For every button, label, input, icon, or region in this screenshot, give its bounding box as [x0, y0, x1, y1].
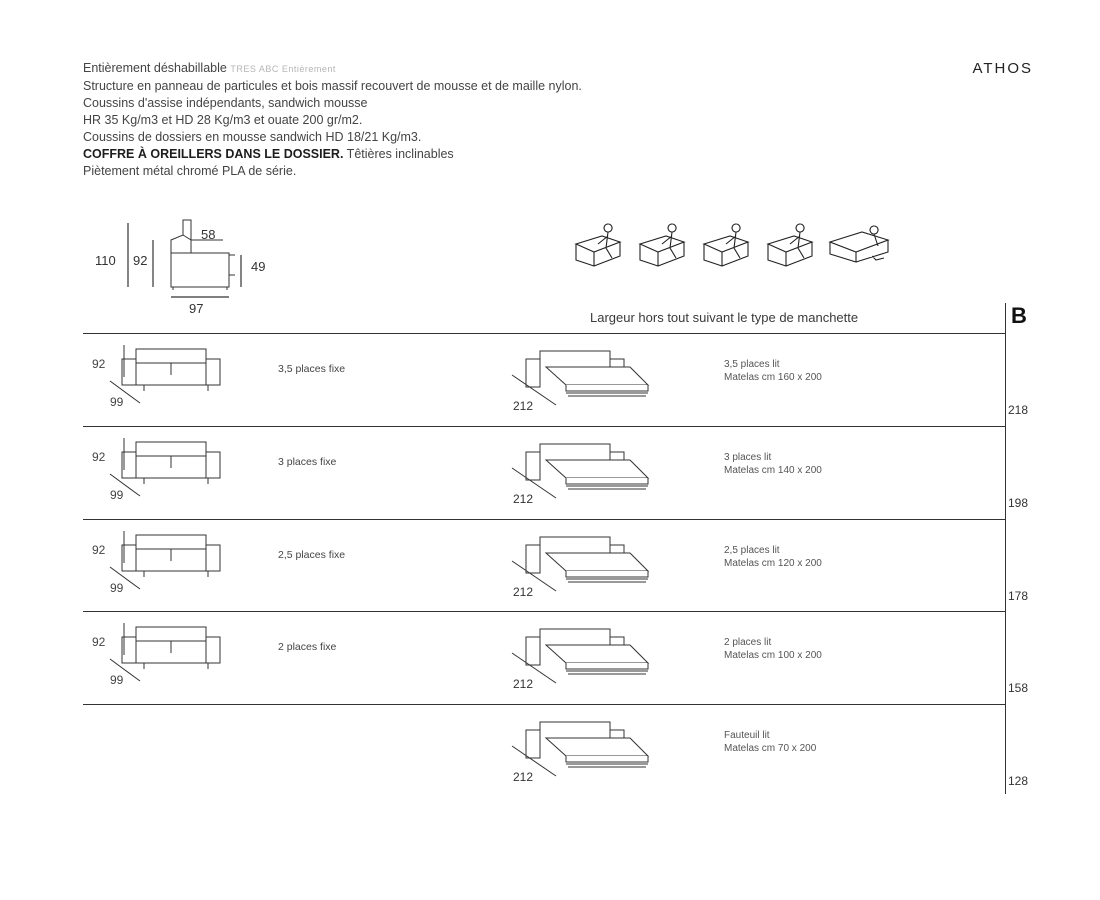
profile-depth: 97 [189, 301, 204, 316]
description-line-5: Coussins de dossiers en mousse sandwich HD 18/21 Kg/m3. [83, 130, 422, 144]
bed-mattress [546, 553, 648, 571]
fixed-sofa-height: 92 [92, 357, 106, 371]
column-b-rule [1005, 519, 1006, 612]
mattress-size: Matelas cm 140 x 200 [724, 465, 822, 476]
sofa-bed-label: 3,5 places lit [724, 359, 780, 370]
fixed-sofa-label: 3,5 places fixe [278, 363, 346, 375]
column-b-rule [1005, 426, 1006, 519]
profile-seat-depth: 58 [201, 227, 216, 242]
sofa-right-arm [206, 637, 220, 663]
product-description [83, 60, 783, 180]
sofa-right-arm [206, 452, 220, 478]
opening-sequence [572, 214, 902, 274]
overall-width-b: 158 [1008, 681, 1029, 695]
bed-left-arm [526, 452, 540, 480]
bed-left-arm [526, 730, 540, 758]
bed-base-lines [566, 671, 648, 674]
person-opening-sofabed-step4-icon [768, 224, 812, 266]
bed-frame [566, 663, 648, 669]
sofa-bed-label: 2 places lit [724, 637, 772, 648]
bed-base-lines [566, 579, 648, 582]
person-opening-sofabed-step3-icon [704, 224, 748, 266]
profile-height-total: 110 [95, 253, 116, 268]
bed-frame [566, 478, 648, 484]
fixed-sofa-height: 92 [92, 543, 106, 557]
person-opening-sofabed-step1-outline [576, 224, 620, 266]
sofa-bed-depth: 212 [513, 770, 534, 784]
bed-left-arm [526, 637, 540, 665]
sofa-back [136, 442, 206, 452]
person-opening-sofabed-step2-outline [640, 224, 684, 266]
row-top-rule [83, 519, 1005, 520]
sofa-bed-depth: 212 [513, 399, 534, 413]
bed-left-arm [526, 359, 540, 387]
open-sofabed-outline [830, 226, 888, 262]
fixed-sofa-depth: 99 [110, 488, 124, 502]
row-top-rule [83, 333, 1005, 334]
bed-back [540, 444, 610, 456]
fixed-sofa-height: 92 [92, 635, 106, 649]
person-opening-sofabed-step3-outline [704, 224, 748, 266]
bed-mattress [546, 645, 648, 663]
mattress-size: Matelas cm 120 x 200 [724, 558, 822, 569]
bed-mattress [546, 367, 648, 385]
table-header-caption: Largeur hors tout suivant le type de manchette [590, 310, 859, 325]
bed-back [540, 629, 610, 641]
fixed-sofa-depth: 99 [110, 395, 124, 409]
sofa-back [136, 535, 206, 545]
sofa-right-arm [206, 545, 220, 571]
fixed-sofa-label: 2,5 places fixe [278, 549, 346, 561]
bed-mattress [546, 738, 648, 756]
sofa-back [136, 349, 206, 359]
brand-title: ATHOS [972, 60, 1033, 77]
bed-frame [566, 571, 648, 577]
fixed-sofa-depth: 99 [110, 673, 124, 687]
description-bold: COFFRE À OREILLERS DANS LE DOSSIER. [83, 147, 344, 161]
fixed-sofa-depth: 99 [110, 581, 124, 595]
sofa-bed-depth: 212 [513, 585, 534, 599]
bed-base-lines [566, 764, 648, 767]
bed-back [540, 351, 610, 363]
faint-overprint-text: TRES ABC Entièrement [230, 64, 336, 74]
description-line-4: HR 35 Kg/m3 et HD 28 Kg/m3 et ouate 200 gr/m2. [83, 113, 363, 127]
fixed-sofa-height: 92 [92, 450, 106, 464]
row-top-rule [83, 704, 1005, 705]
bed-mattress [546, 460, 648, 478]
fixed-sofa-label: 3 places fixe [278, 456, 337, 468]
sofa-back [136, 627, 206, 637]
description-line-2: Structure en panneau de particules et bois massif recouvert de mousse et de maille nylon. [83, 79, 582, 93]
mattress-size: Matelas cm 160 x 200 [724, 372, 822, 383]
bed-frame [566, 385, 648, 391]
description-line-6: COFFRE À OREILLERS DANS LE DOSSIER. Têtières inclinables [83, 147, 454, 161]
profile-seat-height: 49 [251, 259, 266, 274]
person-opening-sofabed-step4-outline [768, 224, 812, 266]
sofa-right-arm [206, 359, 220, 385]
column-label-b: B [1011, 303, 1027, 328]
description-line-3: Coussins d'assise indépendants, sandwich mousse [83, 96, 368, 110]
bed-frame [566, 756, 648, 762]
bed-back [540, 722, 610, 734]
person-opening-sofabed-step2-icon [640, 224, 684, 266]
side-profile-diagram [83, 215, 283, 325]
sofa-bed-depth: 212 [513, 492, 534, 506]
mattress-size: Matelas cm 100 x 200 [724, 650, 822, 661]
open-sofabed-icon [830, 226, 888, 262]
profile-height-back: 92 [133, 253, 148, 268]
row-top-rule [83, 611, 1005, 612]
column-b-rule [1005, 611, 1006, 704]
column-b-rule [1005, 333, 1006, 426]
description-line-1: Entièrement déshabillable TRES ABC Entièrement [83, 61, 336, 75]
overall-width-b: 198 [1008, 496, 1029, 510]
overall-width-b: 218 [1008, 403, 1029, 417]
sofa-bed-depth: 212 [513, 677, 534, 691]
description-line-7: Piètement métal chromé PLA de série. [83, 164, 297, 178]
overall-width-b: 128 [1008, 774, 1029, 788]
column-b-rule [1005, 704, 1006, 794]
row-top-rule [83, 426, 1005, 427]
sofa-bed-label: 2,5 places lit [724, 545, 780, 556]
mattress-size: Matelas cm 70 x 200 [724, 743, 817, 754]
bed-left-arm [526, 545, 540, 573]
header-vertical-rule [1005, 303, 1006, 333]
bed-base-lines [566, 486, 648, 489]
person-opening-sofabed-step1-icon [576, 224, 620, 266]
opening-sequence-drawing [572, 214, 902, 274]
sofa-bed-label: Fauteuil lit [724, 730, 770, 741]
sofa-bed-label: 3 places lit [724, 452, 772, 463]
overall-width-b: 178 [1008, 589, 1029, 603]
fixed-sofa-label: 2 places fixe [278, 641, 337, 653]
bed-back [540, 537, 610, 549]
bed-base-lines [566, 393, 648, 396]
